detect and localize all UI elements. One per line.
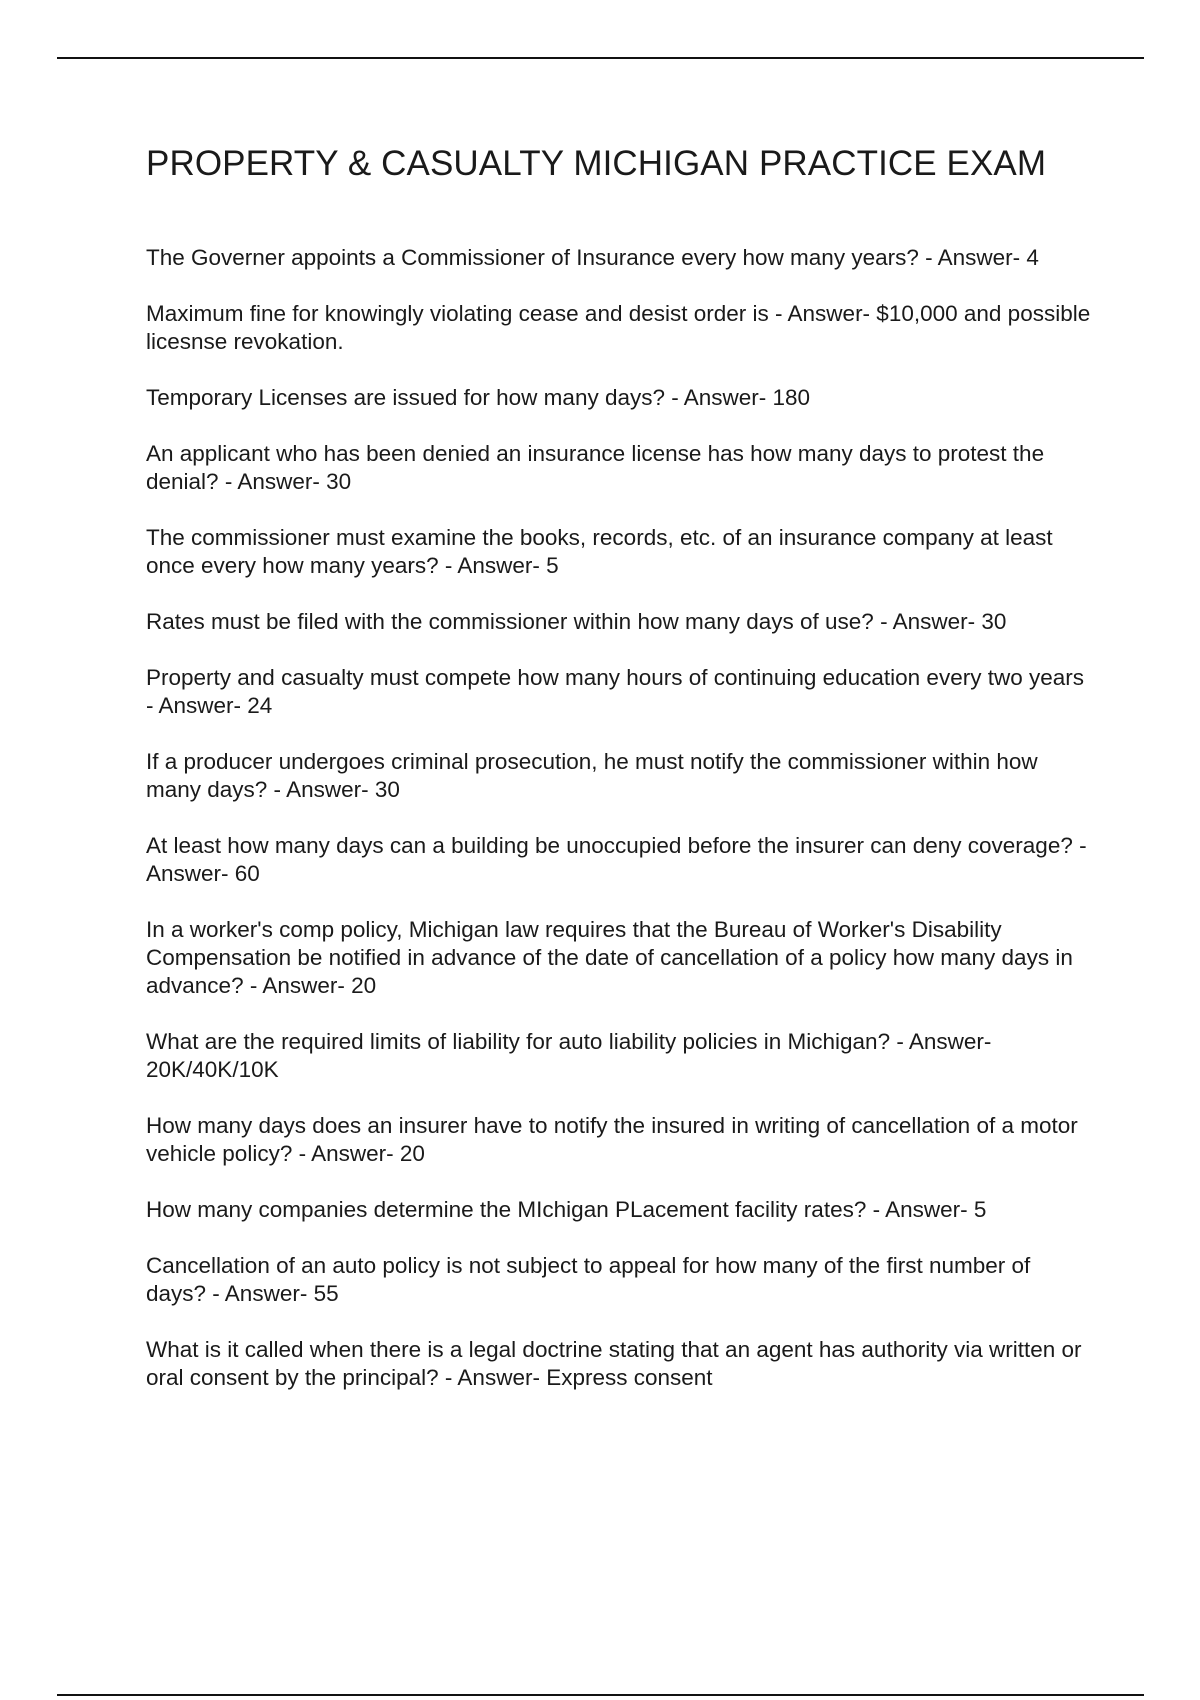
question-item: What is it called when there is a legal doctrine stating that an agent has authority via written or oral consent by the principal? - Answer- Express consent xyxy=(146,1337,1082,1390)
question-item: An applicant who has been denied an insurance license has how many days to protest the denial? - Answer- 30 xyxy=(146,441,1045,494)
question-item: How many days does an insurer have to notify the insured in writing of cancellation of a motor vehicle policy? - Answer- 20 xyxy=(146,1113,1078,1166)
question-item: How many companies determine the MIchigan PLacement facility rates? - Answer- 5 xyxy=(146,1197,987,1222)
question-item: Maximum fine for knowingly violating cease and desist order is - Answer- $10,000 and possible licesnse revokation. xyxy=(146,301,1091,354)
question-item: Temporary Licenses are issued for how many days? - Answer- 180 xyxy=(146,385,811,410)
question-item: What are the required limits of liability for auto liability policies in Michigan? - Answer- 20K/40K/10K xyxy=(146,1029,992,1082)
question-list xyxy=(146,244,1096,1392)
question-item: The Governer appoints a Commissioner of Insurance every how many years? - Answer- 4 xyxy=(146,245,1039,270)
question-item: In a worker's comp policy, Michigan law requires that the Bureau of Worker's Disability Compensation be notified in advance of the date of cancellation of a policy how many days in advance? - Answer- 20 xyxy=(146,917,1073,998)
question-item: At least how many days can a building be unoccupied before the insurer can deny coverage? - Answer- 60 xyxy=(146,833,1087,886)
question-item: The commissioner must examine the books, records, etc. of an insurance company at least once every how many years? - Answer- 5 xyxy=(146,525,1053,578)
bottom-divider xyxy=(57,1694,1144,1696)
document-body xyxy=(146,140,1096,1420)
question-item: If a producer undergoes criminal prosecution, he must notify the commissioner within how many days? - Answer- 30 xyxy=(146,749,1038,802)
question-item: Rates must be filed with the commissioner within how many days of use? - Answer- 30 xyxy=(146,609,1007,634)
question-item: Property and casualty must compete how many hours of continuing education every two years - Answer- 24 xyxy=(146,665,1084,718)
page-title: PROPERTY & CASUALTY MICHIGAN PRACTICE EXAM xyxy=(146,144,1047,183)
question-item: Cancellation of an auto policy is not subject to appeal for how many of the first number of days? - Answer- 55 xyxy=(146,1253,1031,1306)
top-divider xyxy=(57,57,1144,59)
